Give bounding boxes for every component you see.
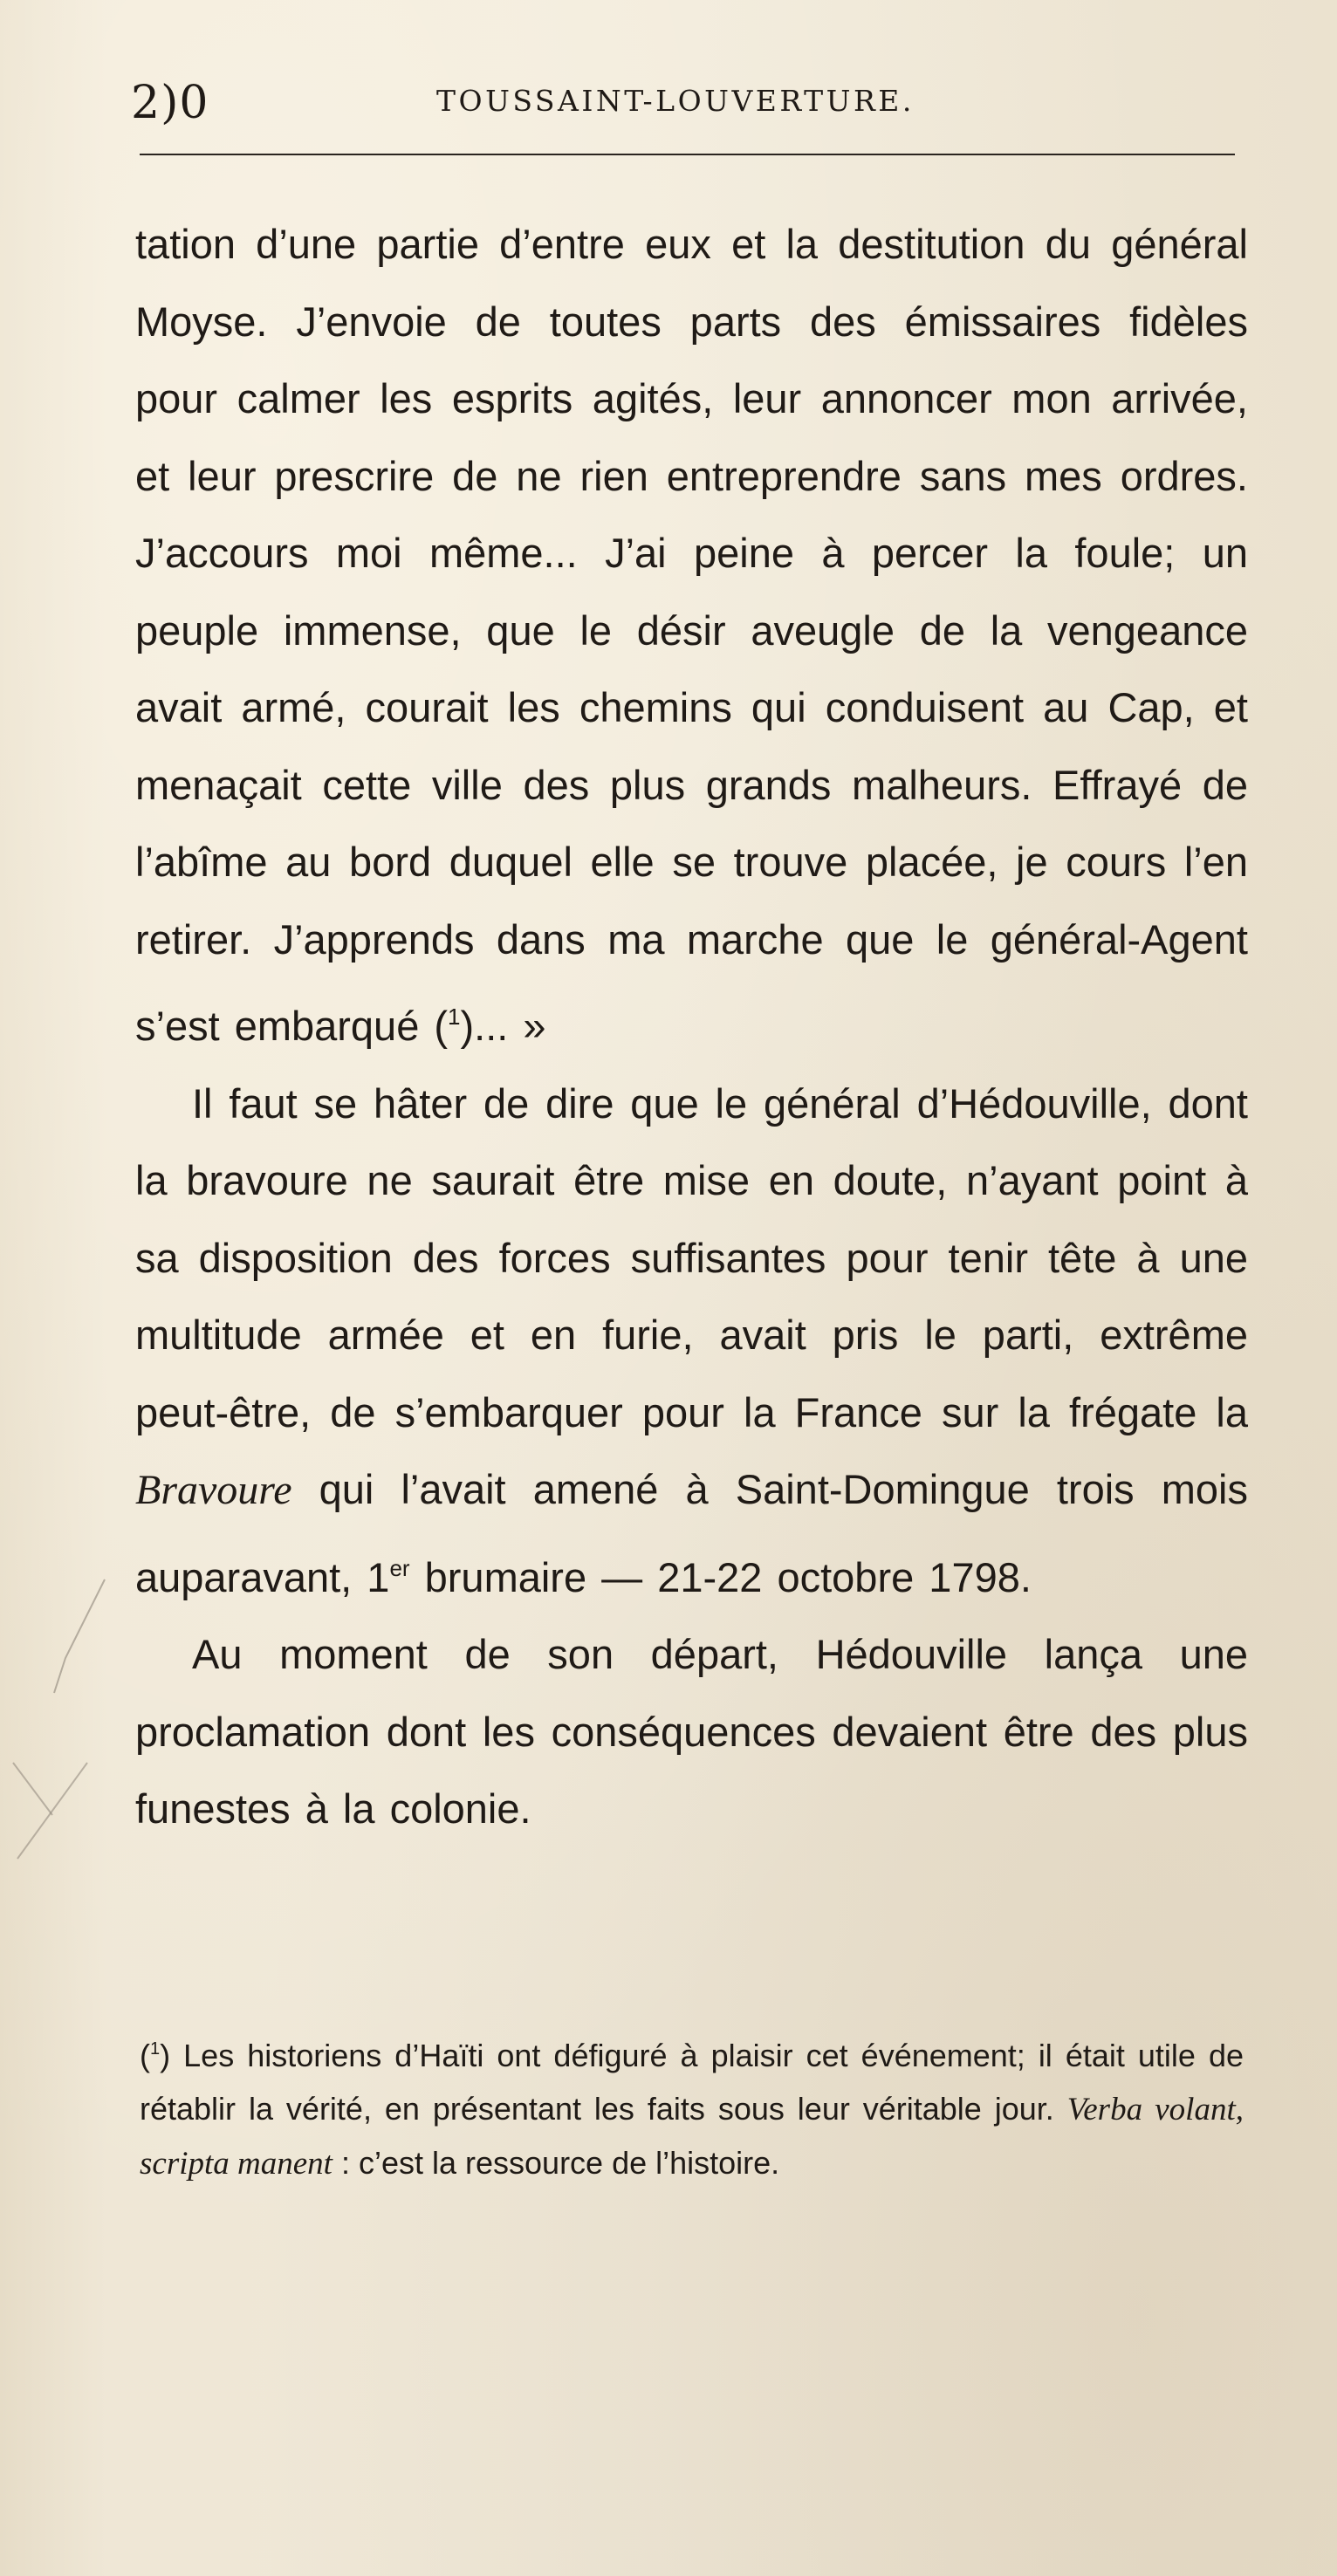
footnote-marker-close: ) bbox=[160, 2038, 171, 2073]
body-text bbox=[135, 206, 1248, 1848]
ordinal-superscript: er bbox=[389, 1554, 410, 1581]
paragraph-3-text: Au moment de son départ, Hédouville lança une proclamation dont les conséquences devaient être des plus funestes à la colonie. bbox=[135, 1631, 1248, 1832]
paragraph-3 bbox=[135, 1616, 1248, 1848]
footnote-reference: 1 bbox=[448, 1004, 461, 1030]
ship-name: Bravoure bbox=[135, 1467, 292, 1513]
page-number: 2)0 bbox=[131, 77, 209, 129]
paragraph-2-end: brumaire — 21-22 octobre 1798. bbox=[424, 1553, 1032, 1600]
footnote-text-start: Les historiens d’Haïti ont défiguré à plaisir cet événement; il était utile de rétablir la vérité, en présentant les faits sous leur véritable jour. bbox=[140, 2038, 1244, 2127]
paragraph-2-start: Il faut se hâter de dire que le général d’Hédouville, dont la bravoure ne saurait être mise en doute, n’ayant point à sa disposition des forces suffisantes pour tenir tête à une multitude armée et en furie, avait pris le parti, extrême peut-être, de s’embarquer pour la France sur la frégate la bbox=[135, 1079, 1248, 1435]
page-header bbox=[131, 77, 1231, 138]
paragraph-2-mid: qui l’avait amené à Saint-Domingue trois mois auparavant, 1 bbox=[135, 1466, 1248, 1600]
paragraph-2 bbox=[135, 1065, 1248, 1617]
header-rule bbox=[140, 154, 1235, 155]
footnote-latin-quote: Verba volant, scripta manent bbox=[140, 2092, 1244, 2182]
paragraph-1-end: )... » bbox=[460, 1003, 546, 1049]
footnote-marker-num: 1 bbox=[150, 2039, 161, 2059]
paragraph-1-text: tation d’une partie d’entre eux et la destitution du général Moyse. J’envoie de toutes parts des émissaires fidèles pour calmer les esprits agités, leur annoncer mon arrivée, et leur prescrire de ne rien entreprendre sans mes ordres. J’accours moi même... J’ai peine à percer la foule; un peuple immense, que le désir aveugle de la vengeance avait armé, courait les chemins qui conduisent au Cap, et menaçait cette ville des plus grands malheurs. Effrayé de l’abîme au bord duquel elle se trouve placée, je cours l’en retirer. J’apprends dans ma marche que le général-Agent s’est embarqué ( bbox=[135, 221, 1248, 1049]
footnote bbox=[140, 2023, 1244, 2190]
running-head: TOUSSAINT-LOUVERTURE. bbox=[436, 84, 915, 118]
pencil-annotation bbox=[0, 1553, 157, 1867]
footnote-text-end: : c’est la ressource de l’histoire. bbox=[340, 2145, 780, 2181]
footnote-marker bbox=[140, 2038, 170, 2073]
footnote-marker-open: ( bbox=[140, 2038, 150, 2073]
paragraph-1 bbox=[135, 206, 1248, 1065]
